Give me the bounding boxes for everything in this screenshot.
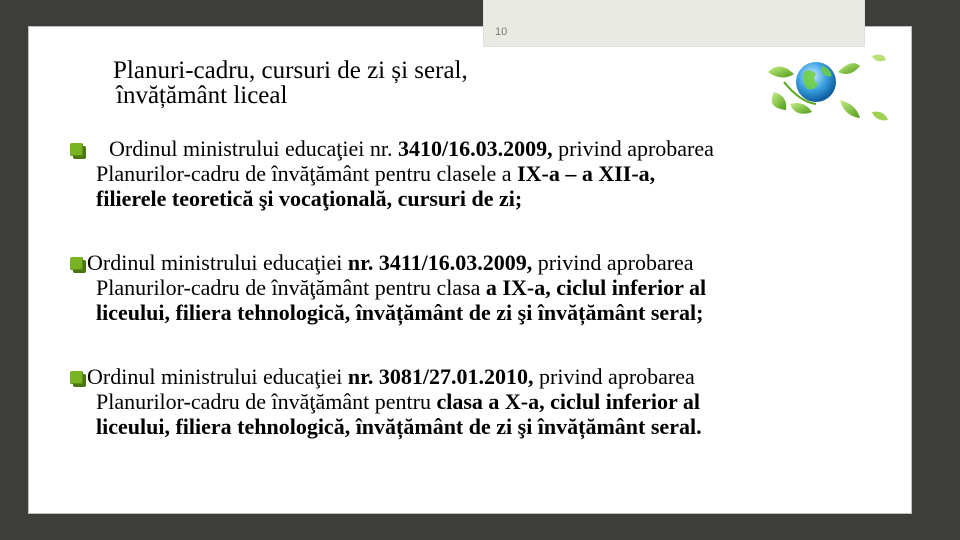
bullet-text: privind aprobarea [532,250,694,275]
bullet-bold-text: nr. 3081/27.01.2010, [347,364,534,389]
list-item [70,136,910,211]
bullet-text: Planurilor-cadru de învăţământ pentru [96,389,437,414]
bullet-bold-text: nr. 3411/16.03.2009, [347,250,533,275]
page-number: 10 [495,26,508,38]
bullet-bold-text: 3410/16.03.2009, [398,136,553,161]
list-item [70,250,910,325]
bullet-text: privind aprobarea [533,364,695,389]
title-line-1: Planuri-cadru, cursuri de zi și seral, [113,57,468,84]
bullet-text: Ordinul ministrului educaţiei [87,250,348,275]
bullet-text: privind aprobarea [552,136,714,161]
slide-title [113,58,673,108]
checkbox-bullet-icon [70,257,83,270]
bullet-bold-text: clasa a X-a, ciclul inferior al [436,389,701,414]
bullet-bold-text: liceului, filiera tehnologică, învățământ de zi şi învățământ seral. [96,414,702,439]
title-line-2: învățământ liceal [116,82,288,109]
page-number-tab [484,0,864,46]
bullet-bold-text: filierele teoretică şi vocaţională, cursuri de zi; [96,186,523,211]
bullet-bold-text: IX-a – a XII-a, [517,161,656,186]
bullet-text: Planurilor-cadru de învăţământ pentru clasa [96,275,486,300]
bullet-bold-text: a IX-a, ciclul inferior al [485,275,707,300]
bullet-bold-text: liceului, filiera tehnologică, învățământ de zi şi învățământ seral; [96,300,704,325]
bullet-text: Ordinul ministrului educaţiei nr. [109,136,399,161]
checkbox-bullet-icon [70,143,83,156]
bullet-text: Ordinul ministrului educaţiei [87,364,348,389]
bullet-text: Planurilor-cadru de învăţământ pentru clasele a [96,161,518,186]
globe-with-leaves-icon [760,52,890,124]
bullet-list [70,136,910,439]
checkbox-bullet-icon [70,371,83,384]
list-item [70,364,910,439]
